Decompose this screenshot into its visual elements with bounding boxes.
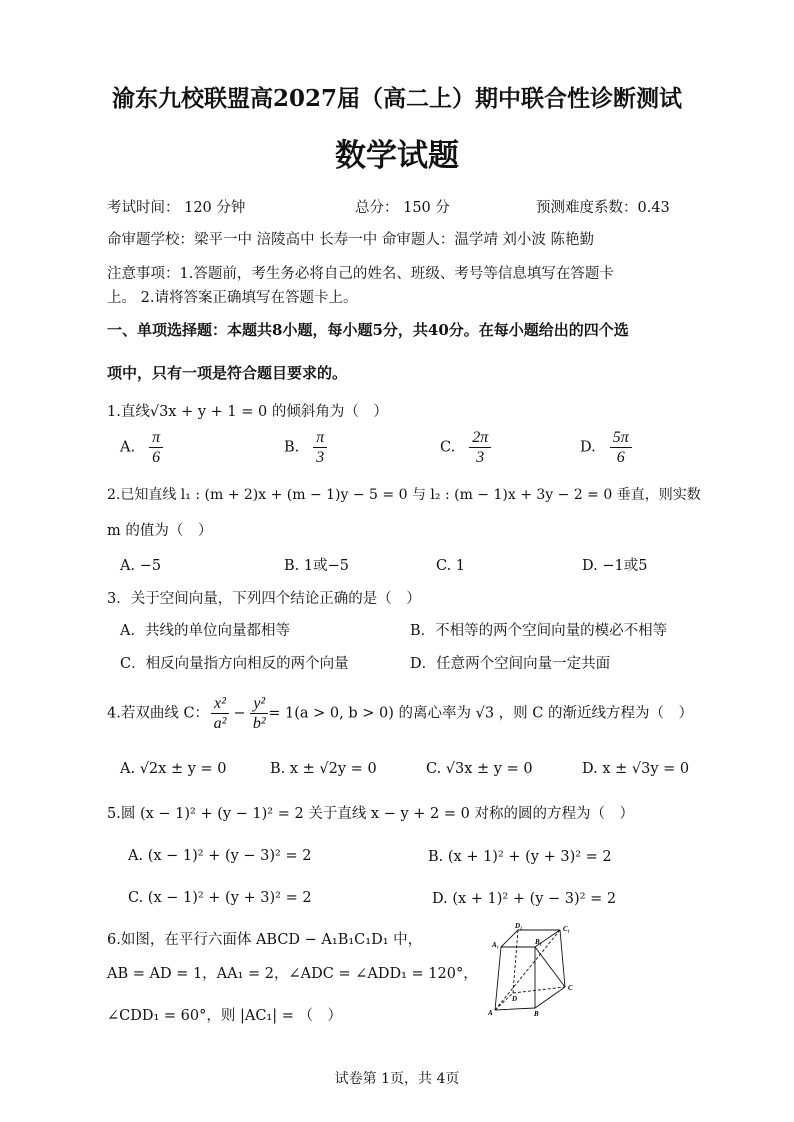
option-label: C.	[440, 439, 456, 456]
label-b1: B₁	[535, 938, 543, 946]
difficulty: 预测难度系数：0.43	[536, 200, 670, 216]
numerator: 5π	[610, 428, 632, 448]
q5-option-a: A. (x − 1)² + (y − 3)² = 2	[128, 848, 312, 864]
q1-option-c	[440, 428, 491, 467]
numerator: π	[313, 428, 327, 448]
edge-ad-dashed	[495, 993, 513, 1010]
section-heading-2: 项中，只有一项是符合题目要求的。	[107, 364, 348, 382]
question-6-stem-2: AB = AD = 1，AA₁ = 2，∠ADC = ∠ADD₁ = 120°，	[107, 966, 478, 982]
option-label: B.	[284, 439, 300, 456]
label-a: A	[488, 1009, 493, 1017]
denominator: 6	[152, 449, 161, 466]
question-2-stem: 2.已知直线 l₁ : (m + 2)x + (m − 1)y − 5 = 0 与 l₂ : (m − 1)x + 3y − 2 = 0 垂直，则实数	[107, 487, 701, 503]
fraction	[610, 428, 632, 467]
q5-option-c: C. (x − 1)² + (y + 3)² = 2	[128, 890, 312, 906]
question-3-stem: 3．关于空间向量，下列四个结论正确的是（ ）	[107, 591, 421, 607]
total-score: 总分： 150 分	[355, 200, 450, 216]
stem-text: = 1(a > 0, b > 0) 的离心率为 √3 ，则 C 的渐近线方程为（ ）	[268, 705, 693, 722]
edge-solid-bottom	[495, 987, 565, 1010]
exam-title: 渝东九校联盟高2027届（高二上）期中联合性诊断测试	[111, 85, 682, 112]
notes-line-2: 上。 2.请将答案正确填写在答题卡上。	[107, 290, 358, 306]
q1-option-d	[580, 428, 632, 467]
label-a1: A₁	[492, 941, 500, 949]
label-d: D	[512, 995, 518, 1003]
q3-option-c: C．相反向量指方向相反的两个向量	[120, 656, 349, 672]
q5-option-d: D. (x + 1)² + (y − 3)² = 2	[432, 891, 617, 907]
edge-solid-top	[501, 930, 565, 987]
option-label: A.	[120, 439, 136, 456]
numerator: π	[149, 428, 163, 448]
notes-line-1: 注意事项：1.答题前，考生务必将自己的姓名、班级、考号等信息填写在答题卡	[107, 266, 614, 282]
label-c: C	[568, 984, 573, 992]
fraction	[149, 428, 163, 467]
q4-option-a: A. √2x ± y = 0	[120, 761, 227, 777]
edge-solid-front	[495, 947, 565, 1010]
parallelepiped-figure	[485, 922, 585, 1017]
fraction	[469, 428, 491, 467]
label-d1: D₁	[515, 922, 523, 930]
page-footer: 试卷第 1页，共 4页	[334, 1071, 460, 1087]
edge-dd1-dashed	[513, 930, 518, 993]
numerator: y²	[250, 694, 268, 714]
q3-option-d: D．任意两个空间向量一定共面	[410, 656, 611, 672]
question-2-stem-2: m 的值为（ ）	[107, 523, 213, 539]
label-c1: C₁	[563, 925, 571, 933]
question-6-stem-3: ∠CDD₁ = 60°，则 |AC₁| = （ ）	[107, 1008, 343, 1024]
q1-option-b	[284, 428, 327, 467]
label-b: B	[534, 1010, 539, 1017]
schools: 命审题学校：梁平一中 涪陵高中 长寿一中 命审题人：温学靖 刘小波 陈艳勤	[107, 232, 595, 248]
q4-option-c: C. √3x ± y = 0	[426, 761, 533, 777]
denominator: a²	[213, 715, 227, 732]
q3-option-b: B．不相等的两个空间向量的模必不相等	[410, 623, 668, 639]
q4-option-b: B. x ± √2y = 0	[270, 761, 377, 777]
question-5-stem: 5.圆 (x − 1)² + (y − 1)² = 2 关于直线 x − y + 2 = 0 对称的圆的方程为（ ）	[107, 806, 634, 822]
exam-subtitle: 数学试题	[335, 138, 459, 174]
diagonal-ac1-dashed	[495, 930, 560, 1010]
q2-option-b: B. 1或−5	[284, 558, 349, 574]
section-heading-1: 一、单项选择题：本题共8小题，每小题5分，共40分。在每小题给出的四个选	[107, 321, 629, 339]
numerator: x²	[211, 694, 229, 714]
denominator: 3	[316, 449, 325, 466]
stem-text: 4.若双曲线 C：	[107, 705, 210, 722]
denominator: 3	[476, 449, 485, 466]
denominator: 6	[616, 449, 625, 466]
fraction-x	[211, 694, 229, 733]
question-4-stem: 4.若双曲线 C： $\frac{\text{x²}}{\text{a²}}$ − $\frac{\text{y²}}{\text{b²}}$ = 1(a > 0, b > 0) 的离心率为 √3 ，则 C 的渐近线方程为（ ）	[107, 695, 693, 732]
q3-option-a: A．共线的单位向量都相等	[120, 623, 290, 639]
q5-option-b: B. (x + 1)² + (y + 3)² = 2	[428, 849, 612, 865]
exam-time: 考试时间： 120 分钟	[107, 200, 246, 216]
q4-option-d: D. x ± √3y = 0	[582, 761, 690, 777]
fraction	[313, 428, 327, 467]
q2-option-c: C. 1	[436, 558, 466, 574]
q2-option-a: A. −5	[120, 558, 162, 574]
fraction-y	[250, 694, 268, 733]
denominator: b²	[252, 715, 266, 732]
question-1-stem: 1.直线√3x + y + 1 = 0 的倾斜角为（ ）	[107, 404, 388, 420]
q2-option-d: D. −1或5	[582, 558, 648, 574]
question-6-stem: 6.如图，在平行六面体 ABCD − A₁B₁C₁D₁ 中，	[107, 932, 423, 948]
option-label: D.	[580, 439, 596, 456]
numerator: 2π	[469, 428, 491, 448]
q1-option-a	[120, 428, 163, 467]
